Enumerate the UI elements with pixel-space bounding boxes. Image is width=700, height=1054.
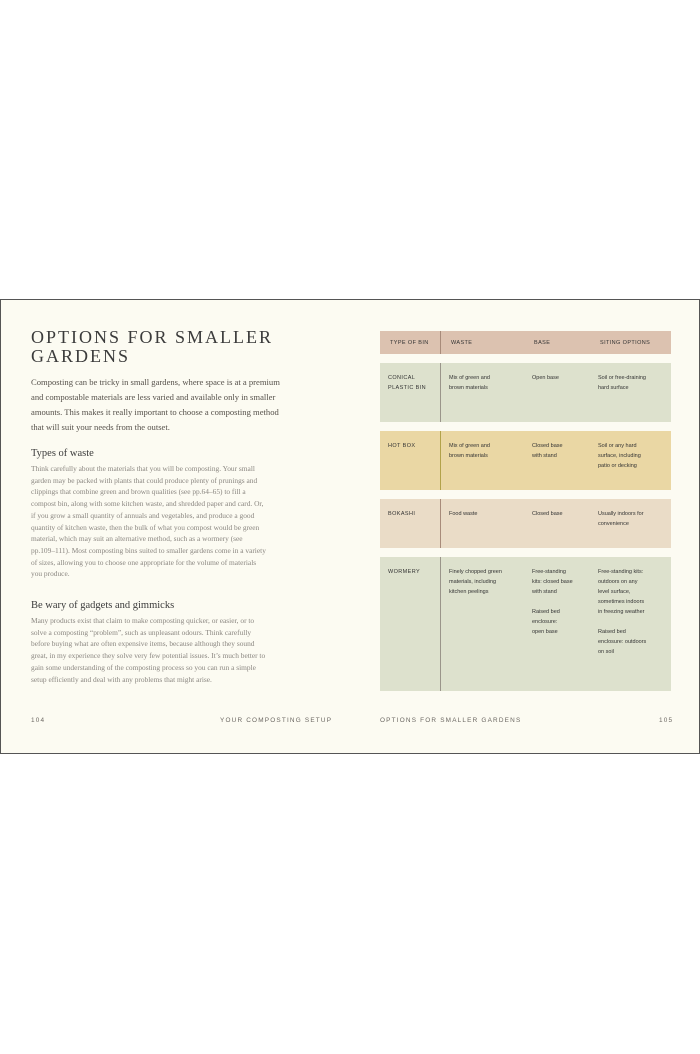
table-header-row [380,331,671,354]
book-spread [0,299,700,754]
table-row [380,431,671,490]
siting-cell: Soil or free-draining hard surface [590,363,671,422]
running-head-left: YOUR COMPOSTING SETUP [220,717,333,724]
bin-type-cell: CONICAL PLASTIC BIN [380,363,441,422]
siting-cell: Soil or any hard surface, including patio or decking [590,431,671,490]
intro-paragraph: Composting can be tricky in small gardens, where space is at a premium and compostable materials are less varied and available only in smaller amounts. This makes it really important to choose a composting method that will suit your needs from the outset. [31,377,280,432]
siting-cell: Free-standing kits: outdoors on any level surface, sometimes indoors in freezing weather Raised bed enclosure: outdoors on soil [590,557,671,691]
running-head-right: OPTIONS FOR SMALLER GARDENS [380,717,522,724]
base-cell: Open base [524,363,590,422]
base-cell: Closed base with stand [524,431,590,490]
base-cell: Closed base [524,499,590,548]
header-siting-options: SITING OPTIONS [590,331,671,354]
bin-comparison-table [380,331,671,691]
waste-cell: Mix of green and brown materials [441,363,524,422]
waste-cell: Mix of green and brown materials [441,431,524,490]
waste-cell: Food waste [441,499,524,548]
page-number-right: 105 [659,717,674,724]
bin-type-cell: WORMERY [380,557,441,691]
bin-type-cell: BOKASHI [380,499,441,548]
page-number-left: 104 [31,717,46,724]
table-row [380,499,671,548]
section-body-types-of-waste: Think carefully about the materials that you will be composting. Your small garden may be packed with plants that could produce plenty of prunings and clippings that combine green and brown qualities (see pp.64–65) to fill a compost bin, along with some kitchen waste, and shredded paper and card. Or, if you grow a small quantity of annuals and vegetables, and produce a good quantity of kitchen waste, then the bulk of what you compost would be green material, which may suit an alternative method, such as a wormery (see pp.109–111). Most composting bins suited to smaller gardens come in a variety of sizes, allowing you to choose one appropriate for the volume of materials you produce. [31,464,266,579]
section-body-gadgets: Many products exist that claim to make composting quicker, or easier, or to solve a composting “problem”, such as unpleasant odours. Think carefully before buying what are often expensive items, because although they sound great, in my experience they solve very few potential issues. It’s much better to gain some understanding of the composting process so you can run a simple setup efficiently and deal with any problems that might arise. [31,616,266,684]
base-cell: Free-standing kits: closed base with stand Raised bed enclosure: open base [524,557,590,691]
bin-type-cell: HOT BOX [380,431,441,490]
header-type-of-bin: TYPE OF BIN [380,331,441,354]
header-waste: WASTE [441,331,524,354]
siting-cell: Usually indoors for convenience [590,499,671,548]
page-title: OPTIONS FOR SMALLER GARDENS [31,327,274,366]
section-heading-types-of-waste: Types of waste [31,448,94,459]
section-heading-gadgets: Be wary of gadgets and gimmicks [31,600,175,611]
table-row [380,363,671,422]
table-row [380,557,671,691]
header-base: BASE [524,331,590,354]
waste-cell: Finely chopped green materials, including kitchen peelings [441,557,524,691]
